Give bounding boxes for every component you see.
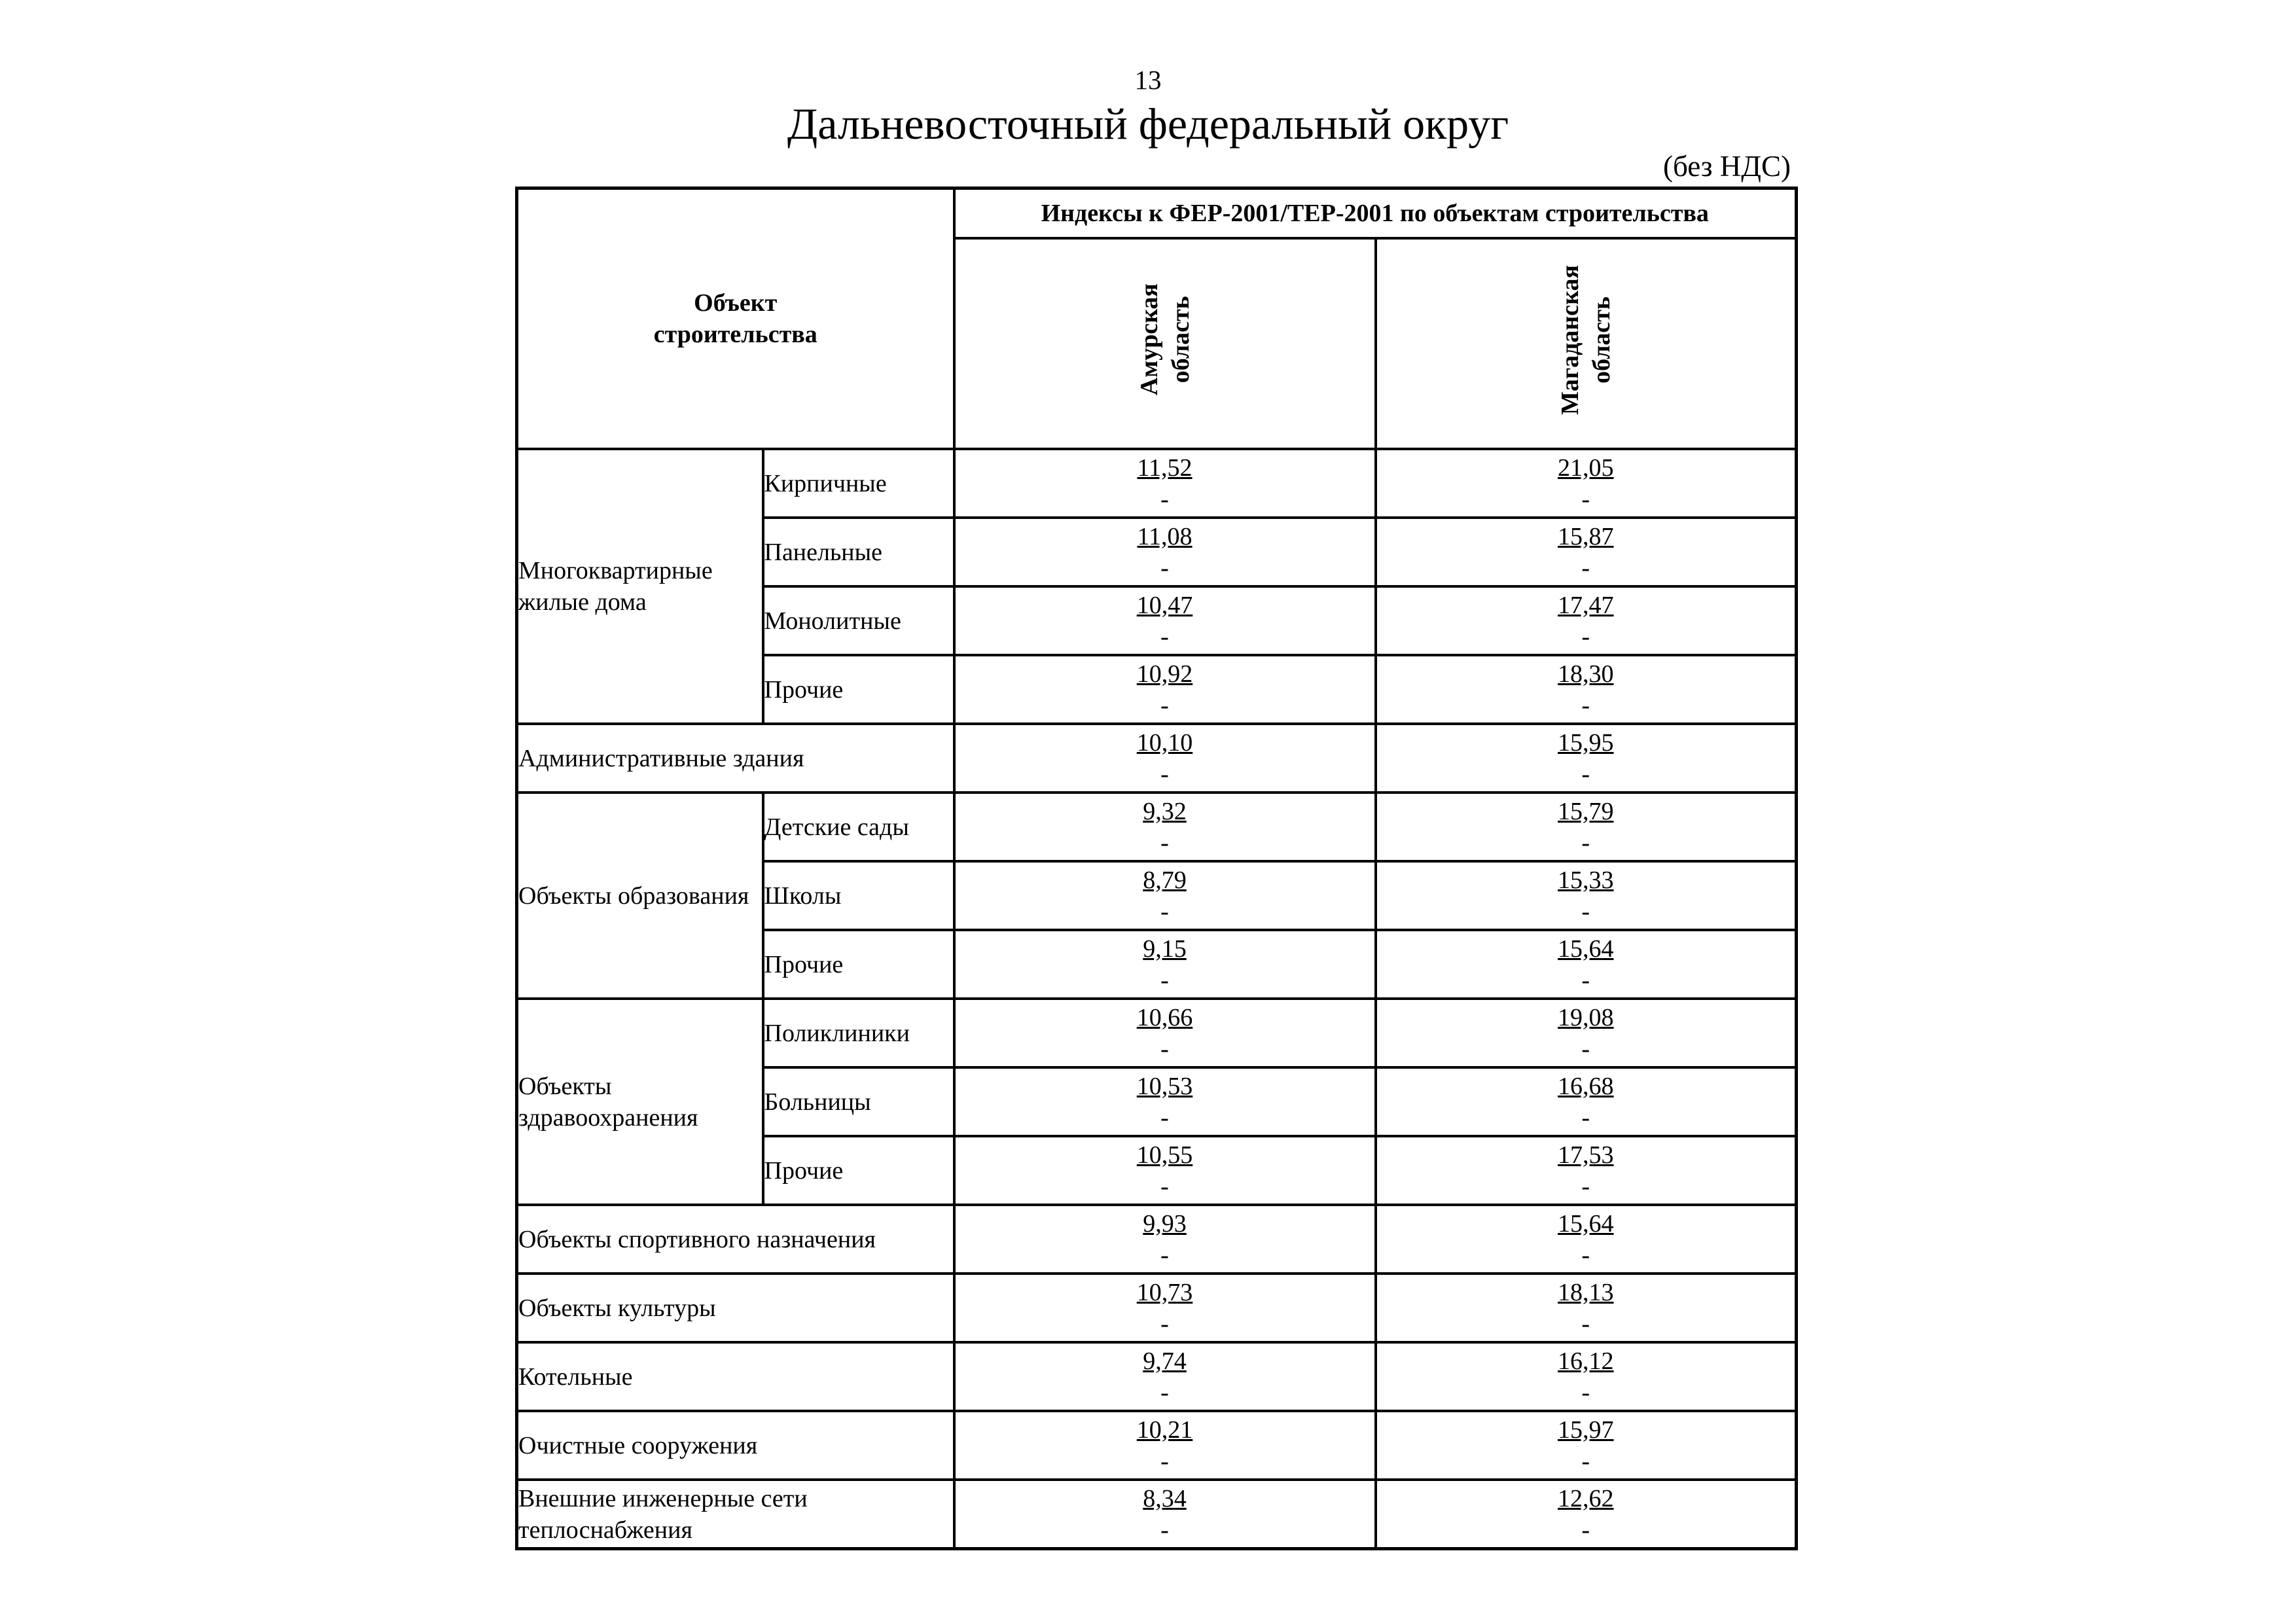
index-dash: - — [1160, 1172, 1169, 1200]
region-magadan-line1: Магаданская — [1556, 264, 1584, 415]
object-label: Очистные сооружения — [517, 1411, 954, 1480]
index-cell-magadan — [1376, 449, 1797, 518]
index-dash: - — [1581, 554, 1590, 582]
index-value: 15,64 — [1558, 1209, 1614, 1238]
index-cell-magadan — [1376, 861, 1797, 930]
index-dash: - — [1160, 1241, 1169, 1269]
table-row — [517, 1411, 1797, 1480]
index-value: 15,64 — [1558, 935, 1614, 963]
index-dash: - — [1581, 1172, 1590, 1200]
index-value: 8,34 — [1143, 1484, 1187, 1512]
index-value: 17,47 — [1558, 591, 1614, 619]
index-cell-amur — [954, 1411, 1376, 1480]
page-number: 13 — [1134, 65, 1162, 95]
table-row — [517, 449, 1797, 518]
page-title: Дальневосточный федеральный округ — [787, 99, 1509, 149]
index-value: 15,95 — [1558, 728, 1614, 757]
index-dash: - — [1581, 1035, 1590, 1063]
index-value: 15,79 — [1558, 797, 1614, 825]
object-header-line1: Объект — [694, 289, 778, 317]
index-cell-magadan — [1376, 518, 1797, 586]
index-cell-magadan — [1376, 655, 1797, 724]
table-header — [517, 188, 1797, 450]
subgroup-label: Кирпичные — [763, 449, 954, 518]
index-dash: - — [1581, 1378, 1590, 1406]
index-dash: - — [1581, 1241, 1590, 1269]
index-value: 9,74 — [1143, 1347, 1187, 1375]
index-value: 9,93 — [1143, 1209, 1187, 1238]
index-value: 9,32 — [1143, 797, 1187, 825]
index-dash: - — [1160, 554, 1169, 582]
subgroup-label: Больницы — [763, 1067, 954, 1136]
index-value: 10,53 — [1136, 1072, 1193, 1100]
subgroup-label: Прочие — [763, 655, 954, 724]
index-value: 16,68 — [1558, 1072, 1614, 1100]
index-value: 18,30 — [1558, 660, 1614, 688]
subgroup-label: Монолитные — [763, 586, 954, 655]
index-cell-amur — [954, 793, 1376, 861]
index-cell-magadan — [1376, 724, 1797, 793]
index-dash: - — [1160, 691, 1169, 719]
index-value: 12,62 — [1558, 1484, 1614, 1512]
index-dash: - — [1160, 1447, 1169, 1475]
index-dash: - — [1581, 622, 1590, 651]
subgroup-label: Поликлиники — [763, 999, 954, 1067]
index-cell-amur — [954, 655, 1376, 724]
index-value: 11,08 — [1137, 522, 1193, 550]
subgroup-label: Детские сады — [763, 793, 954, 861]
index-cell-amur — [954, 1136, 1376, 1205]
index-dash: - — [1160, 1103, 1169, 1132]
index-cell-amur — [954, 449, 1376, 518]
index-dash: - — [1160, 1516, 1169, 1544]
index-value: 11,52 — [1137, 454, 1193, 482]
group-label: Многоквартирные жилые дома — [517, 449, 763, 724]
table-row — [517, 793, 1797, 861]
index-cell-amur — [954, 1205, 1376, 1274]
index-dash: - — [1160, 829, 1169, 857]
index-value: 8,79 — [1143, 866, 1187, 894]
index-value: 21,05 — [1558, 454, 1614, 482]
region-amur-line1: Амурская — [1135, 283, 1163, 396]
table-row — [517, 1480, 1797, 1549]
region-header-magadan — [1376, 238, 1797, 449]
object-label: Объекты спортивного назначения — [517, 1205, 954, 1274]
subgroup-label: Панельные — [763, 518, 954, 586]
index-dash: - — [1581, 760, 1590, 788]
index-cell-amur — [954, 861, 1376, 930]
index-cell-magadan — [1376, 1480, 1797, 1549]
region-amur-line2: область — [1166, 296, 1194, 383]
index-value: 19,08 — [1558, 1003, 1614, 1031]
region-header-amur — [954, 238, 1376, 449]
subgroup-label: Прочие — [763, 1136, 954, 1205]
index-cell-magadan — [1376, 1136, 1797, 1205]
index-dash: - — [1581, 966, 1590, 994]
index-value: 16,12 — [1558, 1347, 1614, 1375]
object-label: Внешние инженерные сети теплоснабжения — [517, 1480, 954, 1549]
table-row — [517, 999, 1797, 1067]
index-cell-magadan — [1376, 586, 1797, 655]
index-dash: - — [1581, 829, 1590, 857]
table-row — [517, 1274, 1797, 1342]
index-value: 17,53 — [1558, 1141, 1614, 1169]
index-dash: - — [1160, 897, 1169, 925]
object-header — [517, 188, 954, 450]
index-dash: - — [1160, 622, 1169, 651]
index-dash: - — [1581, 897, 1590, 925]
index-cell-amur — [954, 1480, 1376, 1549]
index-value: 10,21 — [1136, 1416, 1193, 1444]
index-value: 10,10 — [1136, 728, 1193, 757]
region-magadan-line2: область — [1587, 296, 1615, 383]
index-cell-amur — [954, 999, 1376, 1067]
index-value: 15,97 — [1558, 1416, 1614, 1444]
subgroup-label: Прочие — [763, 930, 954, 999]
vat-note: (без НДС) — [1662, 150, 1791, 183]
group-label: Объекты образования — [517, 793, 763, 999]
index-cell-amur — [954, 1274, 1376, 1342]
index-dash: - — [1581, 1516, 1590, 1544]
index-value: 10,55 — [1136, 1141, 1193, 1169]
index-value: 18,13 — [1558, 1278, 1614, 1306]
index-value: 15,33 — [1558, 866, 1614, 894]
index-cell-magadan — [1376, 999, 1797, 1067]
index-cell-magadan — [1376, 1411, 1797, 1480]
object-label: Административные здания — [517, 724, 954, 793]
index-dash: - — [1160, 760, 1169, 788]
index-table — [515, 187, 1798, 1550]
index-value: 10,73 — [1136, 1278, 1193, 1306]
index-cell-magadan — [1376, 1205, 1797, 1274]
index-dash: - — [1581, 1103, 1590, 1132]
index-cell-magadan — [1376, 793, 1797, 861]
subgroup-label: Школы — [763, 861, 954, 930]
index-dash: - — [1581, 1447, 1590, 1475]
table-body — [517, 449, 1797, 1549]
index-dash: - — [1160, 1310, 1169, 1338]
index-value: 10,66 — [1136, 1003, 1193, 1031]
index-cell-magadan — [1376, 1274, 1797, 1342]
index-value: 15,87 — [1558, 522, 1614, 550]
index-cell-amur — [954, 518, 1376, 586]
group-label: Объекты здравоохранения — [517, 999, 763, 1205]
table-row — [517, 1205, 1797, 1274]
object-label: Объекты культуры — [517, 1274, 954, 1342]
region-header-magadan-text — [1554, 265, 1617, 415]
index-value: 9,15 — [1143, 935, 1187, 963]
index-cell-magadan — [1376, 930, 1797, 999]
index-value: 10,92 — [1136, 660, 1193, 688]
index-cell-amur — [954, 930, 1376, 999]
index-value: 10,47 — [1136, 591, 1193, 619]
index-cell-amur — [954, 724, 1376, 793]
index-dash: - — [1581, 485, 1590, 513]
object-header-line2: строительства — [653, 321, 817, 348]
table-row — [517, 1342, 1797, 1411]
index-cell-magadan — [1376, 1067, 1797, 1136]
index-cell-amur — [954, 1342, 1376, 1411]
index-cell-amur — [954, 1067, 1376, 1136]
index-dash: - — [1160, 1035, 1169, 1063]
region-header-amur-text — [1134, 283, 1196, 395]
indices-header: Индексы к ФЕР-2001/ТЕР-2001 по объектам строительства — [954, 188, 1797, 239]
index-dash: - — [1581, 1310, 1590, 1338]
index-dash: - — [1160, 1378, 1169, 1406]
object-label: Котельные — [517, 1342, 954, 1411]
index-dash: - — [1581, 691, 1590, 719]
index-dash: - — [1160, 966, 1169, 994]
index-cell-magadan — [1376, 1342, 1797, 1411]
table-row — [517, 724, 1797, 793]
index-dash: - — [1160, 485, 1169, 513]
index-cell-amur — [954, 586, 1376, 655]
